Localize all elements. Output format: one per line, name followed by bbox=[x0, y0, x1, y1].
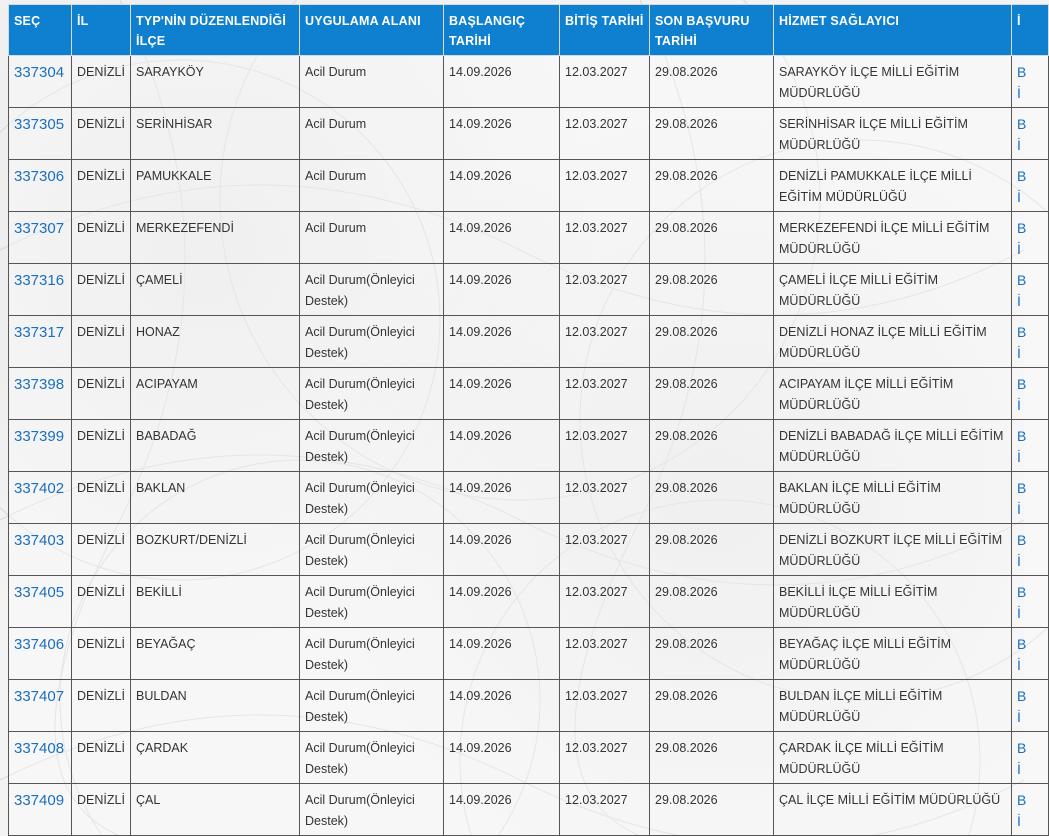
table-row bbox=[9, 680, 1049, 732]
sec-link[interactable]: 337402 bbox=[14, 480, 65, 497]
cut-off-link[interactable]: İ bbox=[1017, 449, 1021, 465]
cell-cut-off bbox=[1012, 56, 1049, 108]
cell-ilce: ÇAMELİ bbox=[131, 264, 300, 316]
cell-baslangic-tarihi: 14.09.2026 bbox=[444, 368, 560, 420]
sec-link[interactable]: 337406 bbox=[14, 636, 65, 653]
cut-off-link[interactable]: İ bbox=[1017, 241, 1021, 257]
column-header-bitis-tarihi: BİTİŞ TARİHİ bbox=[560, 5, 650, 56]
cell-il: DENİZLİ bbox=[72, 56, 131, 108]
cell-hizmet-saglayici: SARAYKÖY İLÇE MİLLİ EĞİTİM MÜDÜRLÜĞÜ bbox=[774, 56, 1012, 108]
cell-bitis-tarihi: 12.03.2027 bbox=[560, 212, 650, 264]
cell-cut-off bbox=[1012, 628, 1049, 680]
cut-off-link[interactable]: İ bbox=[1017, 189, 1021, 205]
cell-baslangic-tarihi: 14.09.2026 bbox=[444, 160, 560, 212]
cell-sec bbox=[9, 160, 72, 212]
cut-off-link[interactable]: İ bbox=[1017, 761, 1021, 777]
cell-uygulama-alani: Acil Durum(Önleyici Destek) bbox=[300, 628, 444, 680]
column-header-son-basvuru-tarihi: SON BAŞVURU TARİHİ bbox=[650, 5, 774, 56]
cut-off-link[interactable]: İ bbox=[1017, 85, 1021, 101]
cell-son-basvuru-tarihi: 29.08.2026 bbox=[650, 212, 774, 264]
sec-link[interactable]: 337316 bbox=[14, 272, 65, 289]
column-header-sec: SEÇ bbox=[9, 5, 72, 56]
cell-uygulama-alani: Acil Durum(Önleyici Destek) bbox=[300, 524, 444, 576]
cell-hizmet-saglayici: BEKİLLİ İLÇE MİLLİ EĞİTİM MÜDÜRLÜĞÜ bbox=[774, 576, 1012, 628]
cell-baslangic-tarihi: 14.09.2026 bbox=[444, 732, 560, 784]
cell-uygulama-alani: Acil Durum bbox=[300, 108, 444, 160]
table-header-row bbox=[9, 5, 1049, 56]
cut-off-link[interactable]: B bbox=[1017, 688, 1027, 704]
table-row bbox=[9, 212, 1049, 264]
cell-son-basvuru-tarihi: 29.08.2026 bbox=[650, 316, 774, 368]
table-row bbox=[9, 160, 1049, 212]
column-header-hizmet-saglayici: HİZMET SAĞLAYICI bbox=[774, 5, 1012, 56]
sec-link[interactable]: 337398 bbox=[14, 376, 65, 393]
cell-uygulama-alani: Acil Durum bbox=[300, 160, 444, 212]
cell-hizmet-saglayici: SERİNHİSAR İLÇE MİLLİ EĞİTİM MÜDÜRLÜĞÜ bbox=[774, 108, 1012, 160]
cut-off-link[interactable]: B bbox=[1017, 636, 1027, 652]
cell-cut-off bbox=[1012, 368, 1049, 420]
sec-link[interactable]: 337407 bbox=[14, 688, 65, 705]
cut-off-link[interactable]: İ bbox=[1017, 501, 1021, 517]
cell-son-basvuru-tarihi: 29.08.2026 bbox=[650, 576, 774, 628]
sec-link[interactable]: 337405 bbox=[14, 584, 65, 601]
cut-off-link[interactable]: B bbox=[1017, 168, 1027, 184]
table-row bbox=[9, 264, 1049, 316]
cell-baslangic-tarihi: 14.09.2026 bbox=[444, 784, 560, 836]
cell-uygulama-alani: Acil Durum(Önleyici Destek) bbox=[300, 316, 444, 368]
cell-son-basvuru-tarihi: 29.08.2026 bbox=[650, 368, 774, 420]
cell-ilce: BEKİLLİ bbox=[131, 576, 300, 628]
cell-baslangic-tarihi: 14.09.2026 bbox=[444, 212, 560, 264]
column-header-cut-off: İ bbox=[1012, 5, 1049, 56]
cell-sec bbox=[9, 108, 72, 160]
cell-baslangic-tarihi: 14.09.2026 bbox=[444, 108, 560, 160]
cell-cut-off bbox=[1012, 680, 1049, 732]
cell-hizmet-saglayici: ÇAMELİ İLÇE MİLLİ EĞİTİM MÜDÜRLÜĞÜ bbox=[774, 264, 1012, 316]
sec-link[interactable]: 337403 bbox=[14, 532, 65, 549]
table-row bbox=[9, 472, 1049, 524]
cell-baslangic-tarihi: 14.09.2026 bbox=[444, 316, 560, 368]
cell-hizmet-saglayici: DENİZLİ PAMUKKALE İLÇE MİLLİ EĞİTİM MÜDÜRLÜĞÜ bbox=[774, 160, 1012, 212]
cell-hizmet-saglayici: BEYAĞAÇ İLÇE MİLLİ EĞİTİM MÜDÜRLÜĞÜ bbox=[774, 628, 1012, 680]
cut-off-link[interactable]: B bbox=[1017, 116, 1027, 132]
cut-off-link[interactable]: B bbox=[1017, 428, 1027, 444]
cell-son-basvuru-tarihi: 29.08.2026 bbox=[650, 108, 774, 160]
cell-sec bbox=[9, 680, 72, 732]
table-row bbox=[9, 316, 1049, 368]
cell-ilce: ÇARDAK bbox=[131, 732, 300, 784]
cell-cut-off bbox=[1012, 108, 1049, 160]
sec-link[interactable]: 337305 bbox=[14, 116, 65, 133]
column-header-baslangic-tarihi: BAŞLANGIÇ TARİHİ bbox=[444, 5, 560, 56]
cell-bitis-tarihi: 12.03.2027 bbox=[560, 316, 650, 368]
cell-il: DENİZLİ bbox=[72, 732, 131, 784]
cell-il: DENİZLİ bbox=[72, 264, 131, 316]
cut-off-link[interactable]: B bbox=[1017, 584, 1027, 600]
cell-son-basvuru-tarihi: 29.08.2026 bbox=[650, 160, 774, 212]
cell-sec bbox=[9, 368, 72, 420]
cell-il: DENİZLİ bbox=[72, 420, 131, 472]
cell-son-basvuru-tarihi: 29.08.2026 bbox=[650, 628, 774, 680]
cell-ilce: BABADAĞ bbox=[131, 420, 300, 472]
cell-son-basvuru-tarihi: 29.08.2026 bbox=[650, 732, 774, 784]
cell-ilce: SERİNHİSAR bbox=[131, 108, 300, 160]
cell-bitis-tarihi: 12.03.2027 bbox=[560, 368, 650, 420]
cell-ilce: SARAYKÖY bbox=[131, 56, 300, 108]
cell-uygulama-alani: Acil Durum(Önleyici Destek) bbox=[300, 420, 444, 472]
cell-cut-off bbox=[1012, 420, 1049, 472]
cut-off-link[interactable]: İ bbox=[1017, 709, 1021, 725]
cell-baslangic-tarihi: 14.09.2026 bbox=[444, 420, 560, 472]
sec-link[interactable]: 337307 bbox=[14, 220, 65, 237]
cell-son-basvuru-tarihi: 29.08.2026 bbox=[650, 264, 774, 316]
cell-baslangic-tarihi: 14.09.2026 bbox=[444, 56, 560, 108]
cell-uygulama-alani: Acil Durum(Önleyici Destek) bbox=[300, 264, 444, 316]
cut-off-link[interactable]: B bbox=[1017, 532, 1027, 548]
cut-off-link[interactable]: B bbox=[1017, 792, 1027, 808]
cut-off-link[interactable]: İ bbox=[1017, 293, 1021, 309]
cell-ilce: BOZKURT/DENİZLİ bbox=[131, 524, 300, 576]
table-row bbox=[9, 784, 1049, 836]
cell-baslangic-tarihi: 14.09.2026 bbox=[444, 524, 560, 576]
cell-cut-off bbox=[1012, 212, 1049, 264]
cell-il: DENİZLİ bbox=[72, 784, 131, 836]
cell-sec bbox=[9, 732, 72, 784]
cell-uygulama-alani: Acil Durum(Önleyici Destek) bbox=[300, 368, 444, 420]
cell-bitis-tarihi: 12.03.2027 bbox=[560, 576, 650, 628]
cell-il: DENİZLİ bbox=[72, 368, 131, 420]
cell-uygulama-alani: Acil Durum bbox=[300, 56, 444, 108]
cell-bitis-tarihi: 12.03.2027 bbox=[560, 784, 650, 836]
cell-hizmet-saglayici: ACIPAYAM İLÇE MİLLİ EĞİTİM MÜDÜRLÜĞÜ bbox=[774, 368, 1012, 420]
cell-sec bbox=[9, 264, 72, 316]
column-header-il: İL bbox=[72, 5, 131, 56]
cut-off-link[interactable]: B bbox=[1017, 324, 1027, 340]
column-header-ilce: TYP'NİN DÜZENLENDİĞİ İLÇE bbox=[131, 5, 300, 56]
cell-il: DENİZLİ bbox=[72, 108, 131, 160]
cell-sec bbox=[9, 316, 72, 368]
cell-cut-off bbox=[1012, 784, 1049, 836]
cell-baslangic-tarihi: 14.09.2026 bbox=[444, 576, 560, 628]
cell-il: DENİZLİ bbox=[72, 212, 131, 264]
cell-sec bbox=[9, 576, 72, 628]
cell-bitis-tarihi: 12.03.2027 bbox=[560, 680, 650, 732]
cell-sec bbox=[9, 212, 72, 264]
cell-son-basvuru-tarihi: 29.08.2026 bbox=[650, 56, 774, 108]
cell-son-basvuru-tarihi: 29.08.2026 bbox=[650, 680, 774, 732]
cell-son-basvuru-tarihi: 29.08.2026 bbox=[650, 420, 774, 472]
cell-baslangic-tarihi: 14.09.2026 bbox=[444, 472, 560, 524]
table-row bbox=[9, 524, 1049, 576]
sec-link[interactable]: 337399 bbox=[14, 428, 65, 445]
cell-il: DENİZLİ bbox=[72, 316, 131, 368]
cell-hizmet-saglayici: DENİZLİ BOZKURT İLÇE MİLLİ EĞİTİM MÜDÜRLÜĞÜ bbox=[774, 524, 1012, 576]
table-row bbox=[9, 628, 1049, 680]
cut-off-link[interactable]: B bbox=[1017, 220, 1027, 236]
cut-off-link[interactable]: B bbox=[1017, 740, 1027, 756]
cell-il: DENİZLİ bbox=[72, 472, 131, 524]
sec-link[interactable]: 337409 bbox=[14, 792, 65, 809]
cell-cut-off bbox=[1012, 732, 1049, 784]
cell-uygulama-alani: Acil Durum(Önleyici Destek) bbox=[300, 732, 444, 784]
cell-ilce: BULDAN bbox=[131, 680, 300, 732]
cut-off-link[interactable]: İ bbox=[1017, 345, 1021, 361]
table-row bbox=[9, 576, 1049, 628]
cell-bitis-tarihi: 12.03.2027 bbox=[560, 628, 650, 680]
cell-son-basvuru-tarihi: 29.08.2026 bbox=[650, 472, 774, 524]
cell-bitis-tarihi: 12.03.2027 bbox=[560, 108, 650, 160]
cell-cut-off bbox=[1012, 472, 1049, 524]
cell-son-basvuru-tarihi: 29.08.2026 bbox=[650, 784, 774, 836]
cell-il: DENİZLİ bbox=[72, 680, 131, 732]
cell-bitis-tarihi: 12.03.2027 bbox=[560, 732, 650, 784]
cell-son-basvuru-tarihi: 29.08.2026 bbox=[650, 524, 774, 576]
cell-ilce: BAKLAN bbox=[131, 472, 300, 524]
cell-il: DENİZLİ bbox=[72, 628, 131, 680]
cell-uygulama-alani: Acil Durum(Önleyici Destek) bbox=[300, 784, 444, 836]
cell-bitis-tarihi: 12.03.2027 bbox=[560, 56, 650, 108]
cell-sec bbox=[9, 420, 72, 472]
cell-il: DENİZLİ bbox=[72, 576, 131, 628]
cut-off-link[interactable]: İ bbox=[1017, 813, 1021, 829]
table-row bbox=[9, 368, 1049, 420]
cut-off-link[interactable]: B bbox=[1017, 480, 1027, 496]
cell-sec bbox=[9, 472, 72, 524]
cell-cut-off bbox=[1012, 316, 1049, 368]
cut-off-link[interactable]: B bbox=[1017, 272, 1027, 288]
cell-baslangic-tarihi: 14.09.2026 bbox=[444, 680, 560, 732]
cell-cut-off bbox=[1012, 524, 1049, 576]
cut-off-link[interactable]: İ bbox=[1017, 553, 1021, 569]
cell-cut-off bbox=[1012, 576, 1049, 628]
cell-baslangic-tarihi: 14.09.2026 bbox=[444, 264, 560, 316]
cell-cut-off bbox=[1012, 160, 1049, 212]
sec-link[interactable]: 337317 bbox=[14, 324, 65, 341]
cell-ilce: HONAZ bbox=[131, 316, 300, 368]
sec-link[interactable]: 337306 bbox=[14, 168, 65, 185]
cell-bitis-tarihi: 12.03.2027 bbox=[560, 420, 650, 472]
cell-ilce: ÇAL bbox=[131, 784, 300, 836]
cell-bitis-tarihi: 12.03.2027 bbox=[560, 472, 650, 524]
cell-ilce: BEYAĞAÇ bbox=[131, 628, 300, 680]
cut-off-link[interactable]: İ bbox=[1017, 605, 1021, 621]
cell-uygulama-alani: Acil Durum bbox=[300, 212, 444, 264]
sec-link[interactable]: 337304 bbox=[14, 64, 65, 81]
cell-baslangic-tarihi: 14.09.2026 bbox=[444, 628, 560, 680]
table-row bbox=[9, 56, 1049, 108]
cell-hizmet-saglayici: MERKEZEFENDİ İLÇE MİLLİ EĞİTİM MÜDÜRLÜĞÜ bbox=[774, 212, 1012, 264]
cell-hizmet-saglayici: ÇAL İLÇE MİLLİ EĞİTİM MÜDÜRLÜĞÜ bbox=[774, 784, 1012, 836]
cell-uygulama-alani: Acil Durum(Önleyici Destek) bbox=[300, 680, 444, 732]
cell-uygulama-alani: Acil Durum(Önleyici Destek) bbox=[300, 576, 444, 628]
table-row bbox=[9, 420, 1049, 472]
cell-hizmet-saglayici: BAKLAN İLÇE MİLLİ EĞİTİM MÜDÜRLÜĞÜ bbox=[774, 472, 1012, 524]
table-row bbox=[9, 108, 1049, 160]
results-table bbox=[8, 4, 1049, 836]
sec-link[interactable]: 337408 bbox=[14, 740, 65, 757]
column-header-uygulama-alani: UYGULAMA ALANI bbox=[300, 5, 444, 56]
cell-ilce: PAMUKKALE bbox=[131, 160, 300, 212]
cell-sec bbox=[9, 524, 72, 576]
cell-ilce: MERKEZEFENDİ bbox=[131, 212, 300, 264]
cell-ilce: ACIPAYAM bbox=[131, 368, 300, 420]
table-row bbox=[9, 732, 1049, 784]
cell-bitis-tarihi: 12.03.2027 bbox=[560, 160, 650, 212]
cell-sec bbox=[9, 784, 72, 836]
cell-il: DENİZLİ bbox=[72, 160, 131, 212]
cut-off-link[interactable]: B bbox=[1017, 376, 1027, 392]
cell-bitis-tarihi: 12.03.2027 bbox=[560, 524, 650, 576]
cell-hizmet-saglayici: BULDAN İLÇE MİLLİ EĞİTİM MÜDÜRLÜĞÜ bbox=[774, 680, 1012, 732]
cut-off-link[interactable]: B bbox=[1017, 64, 1027, 80]
cut-off-link[interactable]: İ bbox=[1017, 397, 1021, 413]
cell-hizmet-saglayici: ÇARDAK İLÇE MİLLİ EĞİTİM MÜDÜRLÜĞÜ bbox=[774, 732, 1012, 784]
cell-bitis-tarihi: 12.03.2027 bbox=[560, 264, 650, 316]
cut-off-link[interactable]: İ bbox=[1017, 657, 1021, 673]
cell-hizmet-saglayici: DENİZLİ BABADAĞ İLÇE MİLLİ EĞİTİM MÜDÜRLÜĞÜ bbox=[774, 420, 1012, 472]
cell-sec bbox=[9, 56, 72, 108]
cell-hizmet-saglayici: DENİZLİ HONAZ İLÇE MİLLİ EĞİTİM MÜDÜRLÜĞÜ bbox=[774, 316, 1012, 368]
cell-sec bbox=[9, 628, 72, 680]
cell-il: DENİZLİ bbox=[72, 524, 131, 576]
cut-off-link[interactable]: İ bbox=[1017, 137, 1021, 153]
cell-uygulama-alani: Acil Durum(Önleyici Destek) bbox=[300, 472, 444, 524]
cell-cut-off bbox=[1012, 264, 1049, 316]
